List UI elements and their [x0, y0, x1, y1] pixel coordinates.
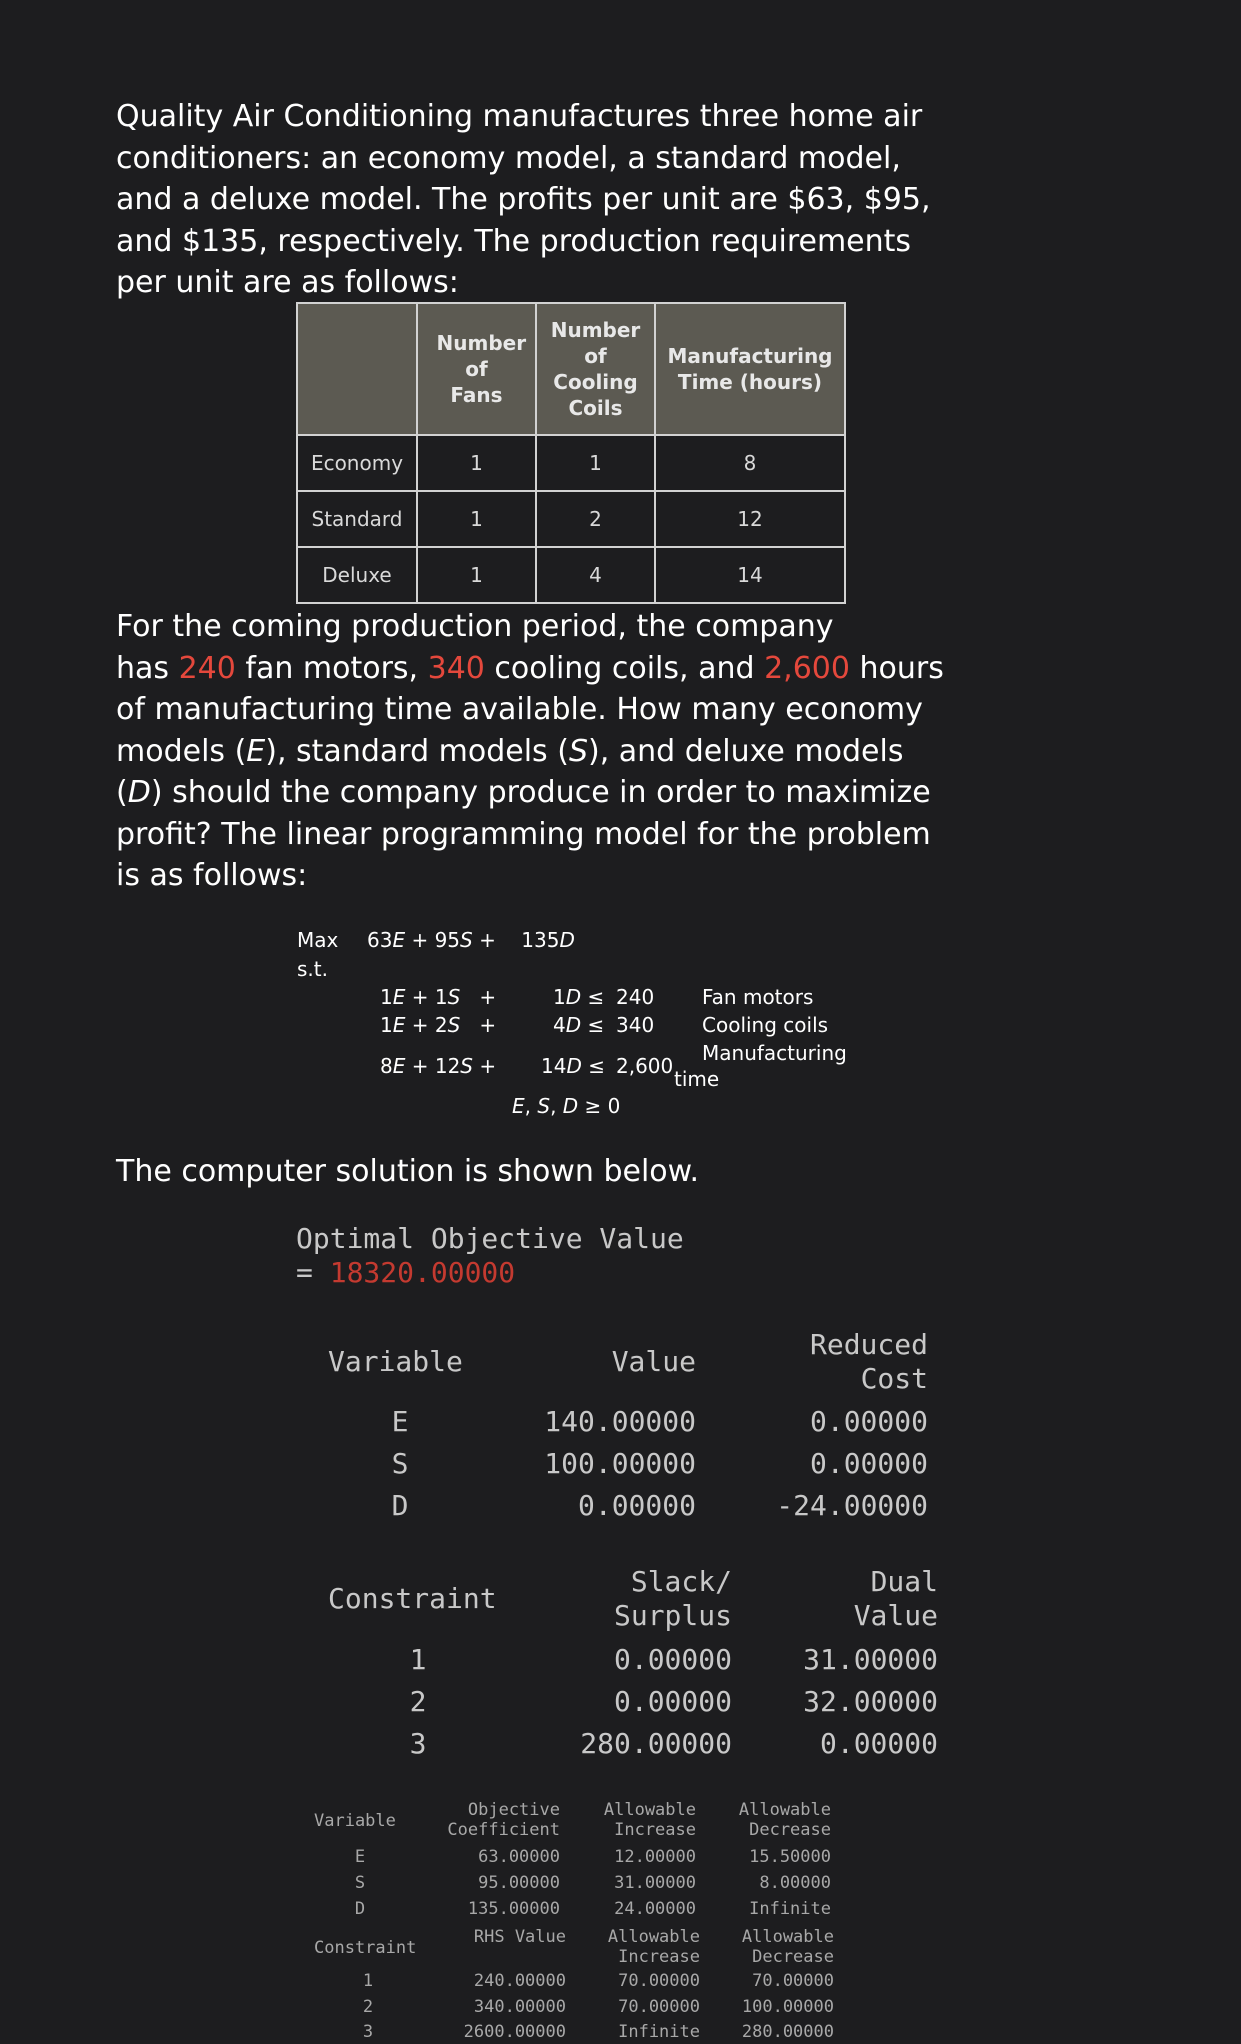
con-slack: 280.00000: [580, 1727, 732, 1760]
con-header-slack: Slack/ Surplus: [613, 1565, 732, 1632]
con-dual: 31.00000: [803, 1643, 938, 1676]
problem-line: of manufacturing time available. How many economy: [116, 692, 923, 727]
range-coef: 95.00000: [478, 1873, 560, 1893]
range-var-name: E: [354, 1847, 366, 1867]
model-cell: Economy: [297, 435, 417, 491]
range-coef: 63.00000: [478, 1847, 560, 1867]
problem-line: For the coming production period, the company: [116, 609, 834, 644]
var-name: E: [391, 1405, 409, 1438]
table-header-time: Manufacturing Time (hours): [655, 303, 845, 435]
text: hours: [849, 650, 944, 686]
rhs-header-constraint: Constraint: [314, 1938, 417, 1958]
objective-label: Optimal Objective Value: [296, 1222, 684, 1255]
lp-objective: 63E + 95S + 135D: [367, 928, 575, 952]
range-dec: 8.00000: [759, 1873, 831, 1893]
lp-max-label: Max: [297, 928, 339, 952]
coils-cell: 1: [536, 435, 655, 491]
problem-line: [116, 648, 1016, 690]
var-name: S: [391, 1447, 409, 1480]
table-header-row: [297, 303, 845, 435]
var-value: 100.00000: [544, 1447, 696, 1480]
coils-cell: 4: [536, 547, 655, 603]
con-dual: 32.00000: [803, 1685, 938, 1718]
solution-intro: The computer solution is shown below.: [116, 1154, 699, 1189]
intro-line: Quality Air Conditioning manufactures three home air: [116, 99, 923, 134]
range-header-increase: Allowable Increase: [603, 1800, 696, 1840]
lp-constraint-d: 4D ≤: [553, 1013, 605, 1037]
objective-value-line: [296, 1256, 515, 1289]
con-dual: 0.00000: [819, 1727, 938, 1760]
rhs-inc: 70.00000: [618, 1971, 700, 1991]
con-header-constraint: Constraint: [328, 1582, 497, 1615]
fan-capacity: 240: [178, 650, 236, 686]
rhs-value: 240.00000: [473, 1971, 566, 1991]
hours-capacity: 2,600: [764, 650, 850, 686]
table-row: [297, 547, 845, 603]
lp-constraint-rhs: 340: [616, 1013, 655, 1037]
lp-constraint-label: Manufacturing time: [674, 1041, 847, 1091]
coils-cell: 2: [536, 491, 655, 547]
table-header-fans: Number of Fans: [417, 303, 536, 435]
problem-paragraph: [116, 606, 1016, 897]
intro-line: per unit are as follows:: [116, 265, 459, 300]
lp-constraint-rhs: 240: [616, 985, 655, 1009]
rhs-header-value: RHS Value: [473, 1927, 566, 1947]
lp-nonnegativity: E, S, D ≥ 0: [512, 1094, 621, 1118]
model-cell: Deluxe: [297, 547, 417, 603]
var-reduced-cost: 0.00000: [809, 1447, 928, 1480]
model-cell: Standard: [297, 491, 417, 547]
lp-constraint-lhs: 1E + 1S +: [380, 985, 497, 1009]
rhs-dec: 280.00000: [741, 2022, 834, 2042]
equals-sign: =: [296, 1256, 313, 1289]
rhs-value: 340.00000: [473, 1997, 566, 2017]
con-slack: 0.00000: [613, 1685, 732, 1718]
rhs-header-decrease: Allowable Decrease: [741, 1927, 834, 1967]
lp-constraint-label: Fan motors: [702, 985, 814, 1009]
var-header-reduced-cost: Reduced Cost: [809, 1328, 928, 1395]
var-value: 140.00000: [544, 1405, 696, 1438]
var-e: E: [246, 733, 266, 769]
var-value: 0.00000: [577, 1489, 696, 1522]
intro-line: conditioners: an economy model, a standard model,: [116, 140, 901, 176]
rhs-dec: 100.00000: [741, 1997, 834, 2017]
var-header-value: Value: [611, 1345, 696, 1378]
text: ) should the company produce in order to maximize: [150, 775, 931, 810]
problem-line: [116, 772, 1016, 814]
rhs-con-name: 2: [362, 1997, 374, 2017]
objective-value: 18320.00000: [329, 1256, 516, 1289]
range-header-coefficient: Objective Coefficient: [447, 1800, 560, 1840]
var-s: S: [568, 733, 588, 769]
range-var-name: S: [354, 1873, 366, 1893]
table-header-blank: [297, 303, 417, 435]
coil-capacity: 340: [427, 650, 485, 686]
text: (: [116, 775, 128, 810]
lp-constraint-d: 1D ≤: [553, 985, 605, 1009]
range-coef: 135.00000: [467, 1899, 560, 1919]
intro-line: and a deluxe model. The profits per unit are $63, $95,: [116, 182, 931, 217]
table-header-coils: Number of Cooling Coils: [536, 303, 655, 435]
fans-cell: 1: [417, 435, 536, 491]
lp-constraint-lhs: 8E + 12S +: [380, 1054, 497, 1078]
lp-constraint-rhs: 2,600: [616, 1054, 674, 1078]
text: fan motors,: [235, 650, 428, 686]
table-row: [297, 491, 845, 547]
fans-cell: 1: [417, 491, 536, 547]
var-header-variable: Variable: [328, 1345, 463, 1378]
range-var-name: D: [354, 1899, 366, 1919]
intro-paragraph: [116, 96, 976, 304]
con-header-dual: Dual Value: [853, 1565, 938, 1632]
problem-line: [116, 731, 1016, 773]
var-name: D: [391, 1489, 409, 1522]
problem-line: profit? The linear programming model for the problem: [116, 816, 931, 852]
text: cooling coils, and: [484, 650, 765, 686]
rhs-con-name: 3: [362, 2022, 374, 2042]
range-inc: 31.00000: [614, 1873, 696, 1893]
rhs-con-name: 1: [362, 1971, 374, 1991]
text: ), standard models (: [265, 733, 569, 769]
lp-constraint-d: 14D ≤: [541, 1054, 605, 1078]
time-cell: 12: [655, 491, 845, 547]
range-header-variable: Variable: [314, 1811, 396, 1831]
range-dec: 15.50000: [749, 1847, 831, 1867]
var-d: D: [127, 775, 151, 810]
rhs-value: 2600.00000: [463, 2022, 566, 2042]
text: ), and deluxe models: [587, 733, 904, 769]
range-inc: 12.00000: [614, 1847, 696, 1867]
text: models (: [116, 733, 247, 769]
con-name: 1: [409, 1643, 427, 1676]
time-cell: 14: [655, 547, 845, 603]
rhs-inc: 70.00000: [618, 1997, 700, 2017]
table-row: [297, 435, 845, 491]
con-name: 2: [409, 1685, 427, 1718]
con-slack: 0.00000: [613, 1643, 732, 1676]
rhs-dec: 70.00000: [752, 1971, 834, 1991]
intro-line: and $135, respectively. The production requirements: [116, 223, 912, 259]
fans-cell: 1: [417, 547, 536, 603]
rhs-header-increase: Allowable Increase: [607, 1927, 700, 1967]
var-reduced-cost: 0.00000: [809, 1405, 928, 1438]
range-inc: 24.00000: [614, 1899, 696, 1919]
range-header-decrease: Allowable Decrease: [738, 1800, 831, 1840]
con-name: 3: [409, 1727, 427, 1760]
requirements-table: [296, 302, 846, 604]
text: has: [116, 650, 179, 686]
rhs-inc: Infinite: [618, 2022, 700, 2042]
problem-line: is as follows:: [116, 858, 308, 893]
range-dec: Infinite: [749, 1899, 831, 1919]
var-reduced-cost: -24.00000: [776, 1489, 928, 1522]
time-cell: 8: [655, 435, 845, 491]
lp-st-label: s.t.: [297, 957, 328, 981]
lp-constraint-label: Cooling coils: [702, 1013, 829, 1037]
lp-constraint-lhs: 1E + 2S +: [380, 1013, 497, 1037]
